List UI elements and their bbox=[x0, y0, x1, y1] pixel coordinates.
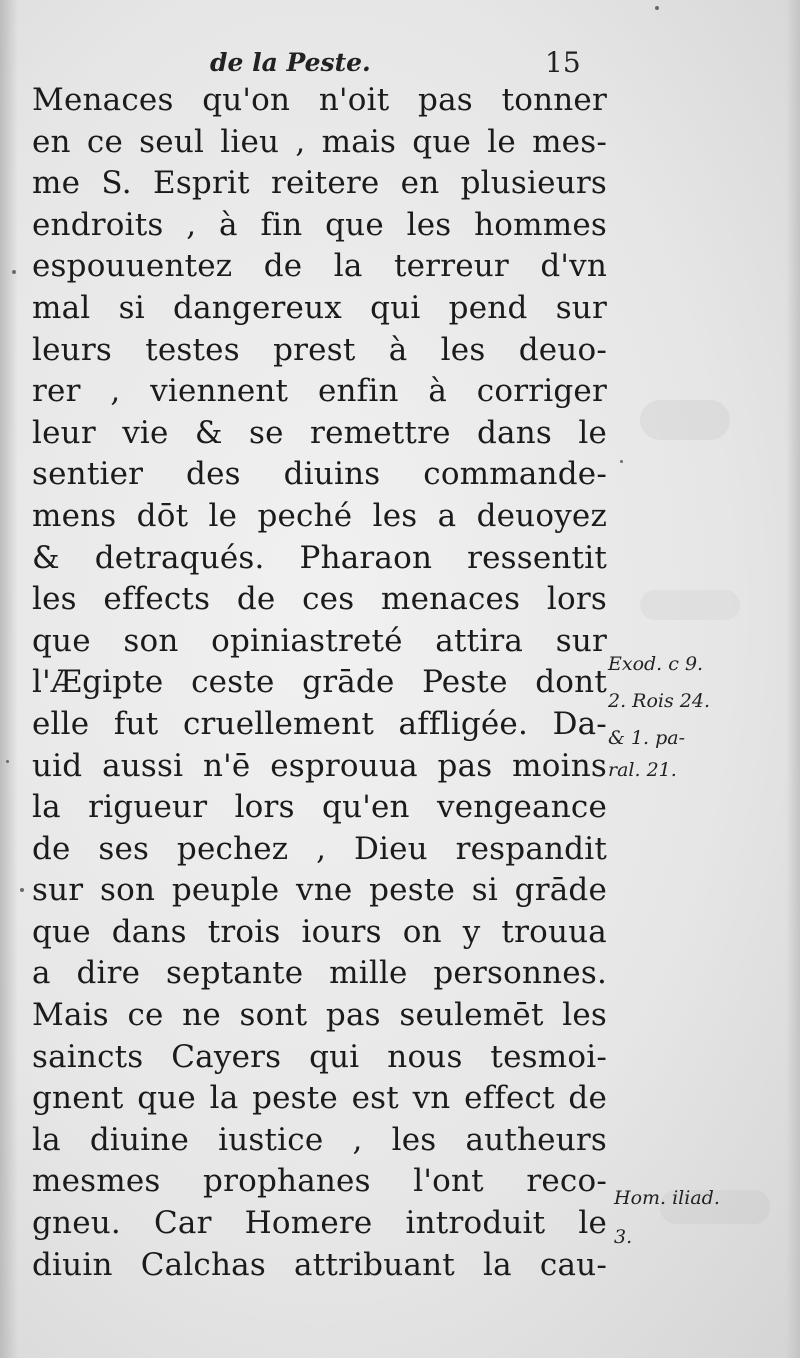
text-line: espouuentez de la terreur d'vn bbox=[32, 248, 607, 285]
ink-speck bbox=[20, 888, 24, 892]
margin-note-homer-1: Hom. iliad. bbox=[614, 1187, 720, 1209]
text-line: leur vie & se remettre dans le bbox=[32, 414, 607, 451]
text-line: la diuine iustice , les autheurs bbox=[32, 1121, 607, 1158]
ink-speck bbox=[12, 270, 16, 274]
text-line: gneu. Car Homere introduit le bbox=[32, 1205, 607, 1242]
margin-note-exodus: Exod. c 9. bbox=[608, 653, 704, 675]
text-line: mens dōt le peché les a deuoyez bbox=[32, 497, 607, 534]
running-title: de la Peste. bbox=[210, 48, 371, 77]
text-line: en ce seul lieu , mais que le mes- bbox=[32, 123, 607, 160]
text-line: rer , viennent enfin à corriger bbox=[32, 373, 607, 410]
text-line: la rigueur lors qu'en vengeance bbox=[32, 789, 607, 826]
text-line: diuin Calchas attribuant la cau- bbox=[32, 1246, 607, 1283]
show-through-smudge bbox=[640, 400, 730, 440]
show-through-smudge bbox=[640, 590, 740, 620]
body-text bbox=[32, 80, 612, 1286]
text-line: a dire septante mille personnes. bbox=[32, 955, 607, 992]
text-line: & detraqués. Pharaon ressentit bbox=[32, 539, 607, 576]
text-line: sentier des diuins commande- bbox=[32, 456, 607, 493]
text-line: endroits , à fin que les hommes bbox=[32, 206, 607, 243]
ink-speck bbox=[620, 460, 623, 463]
page-left-shadow bbox=[0, 0, 18, 1358]
text-line: mal si dangereux qui pend sur bbox=[32, 289, 607, 326]
text-line: leurs testes prest à les deuo- bbox=[32, 331, 607, 368]
page-number: 15 bbox=[545, 46, 581, 79]
text-line: Mais ce ne sont pas seulemēt les bbox=[32, 997, 607, 1034]
text-line: gnent que la peste est vn effect de bbox=[32, 1080, 607, 1117]
margin-note-paral-1: & 1. pa- bbox=[608, 727, 686, 749]
text-line: uid aussi n'ē esprouua pas moins bbox=[32, 747, 607, 784]
page-right-shadow bbox=[786, 0, 800, 1358]
text-line: que dans trois iours on y trouua bbox=[32, 913, 607, 950]
text-line: de ses pechez , Dieu respandit bbox=[32, 830, 607, 867]
margin-note-paral-2: ral. 21. bbox=[608, 759, 677, 781]
text-line: me S. Esprit reitere en plusieurs bbox=[32, 165, 607, 202]
ink-speck bbox=[6, 760, 9, 763]
text-line: les effects de ces menaces lors bbox=[32, 581, 607, 618]
text-line: que son opiniastreté attira sur bbox=[32, 622, 607, 659]
text-line: Menaces qu'on n'oit pas tonner bbox=[32, 82, 607, 118]
ink-speck bbox=[655, 6, 659, 10]
text-line: saincts Cayers qui nous tesmoi- bbox=[32, 1038, 607, 1075]
text-line: mesmes prophanes l'ont reco- bbox=[32, 1163, 607, 1200]
text-line: l'Ægipte ceste grāde Peste dont bbox=[32, 664, 607, 701]
text-line: elle fut cruellement affligée. Da- bbox=[32, 705, 607, 742]
text-line: sur son peuple vne peste si grāde bbox=[32, 872, 607, 909]
margin-note-homer-2: 3. bbox=[614, 1226, 633, 1248]
margin-note-rois: 2. Rois 24. bbox=[608, 690, 710, 712]
